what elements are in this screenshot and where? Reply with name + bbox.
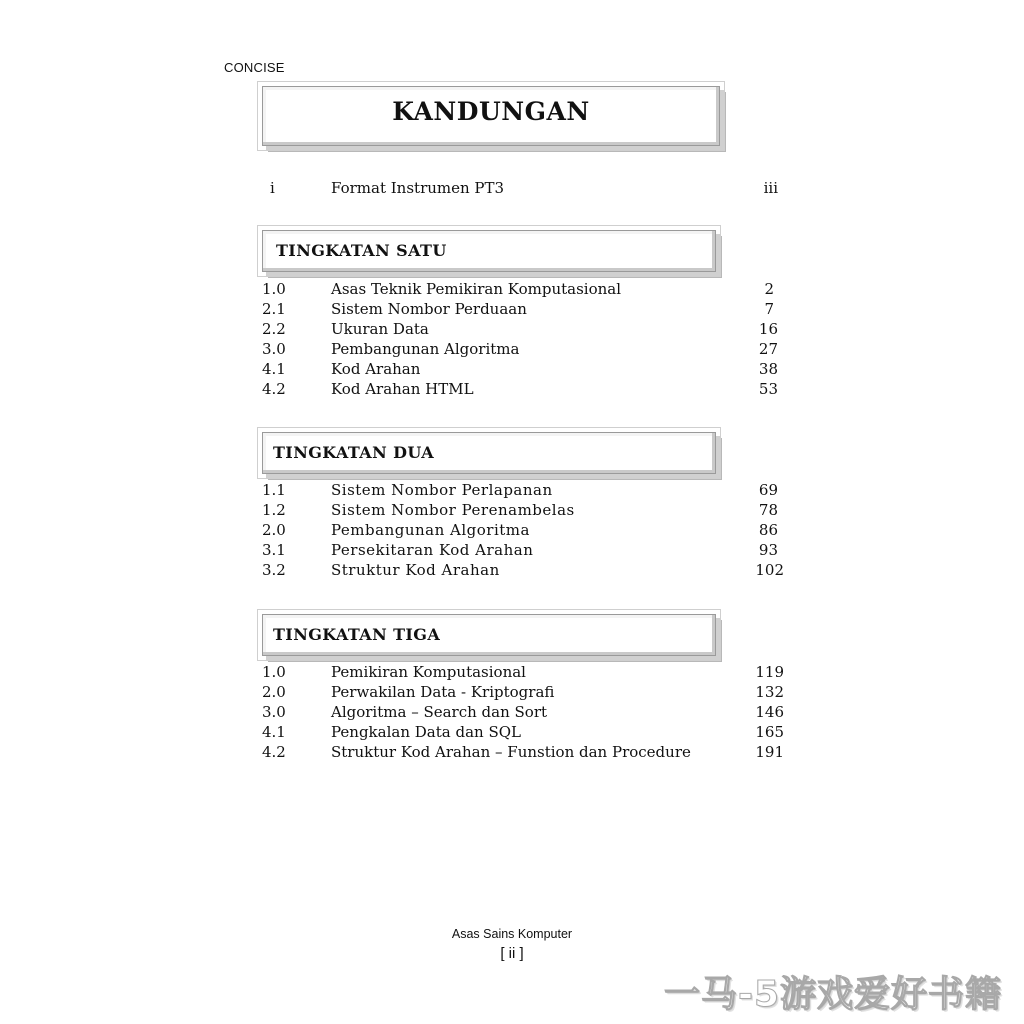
toc-page: 86: [758, 521, 778, 539]
toc-number: 4.1: [262, 723, 286, 741]
toc-number: 4.2: [262, 743, 286, 761]
toc-page: 38: [758, 360, 778, 378]
section-heading-box-1: [262, 230, 716, 272]
toc-number: 1.2: [262, 501, 286, 519]
toc-row[interactable]: [262, 480, 784, 500]
toc-number: 1.0: [262, 280, 286, 298]
toc-page: 191: [755, 743, 784, 761]
toc-page: 7: [764, 300, 774, 318]
toc-row[interactable]: [262, 702, 784, 722]
toc-row[interactable]: [262, 682, 784, 702]
section-heading-box-3: [262, 614, 716, 656]
section-heading: TINGKATAN TIGA: [273, 625, 441, 644]
toc-title: Perwakilan Data - Kriptografi: [331, 683, 555, 701]
toc-number: 4.2: [262, 380, 286, 398]
toc-title: Sistem Nombor Perlapanan: [331, 481, 553, 499]
toc-row[interactable]: [262, 540, 784, 560]
toc-page: 2: [764, 280, 774, 298]
toc-number: 3.0: [262, 340, 286, 358]
toc-number: 1.1: [262, 481, 286, 499]
toc-title: Sistem Nombor Perenambelas: [331, 501, 575, 519]
section-heading-box-2: [262, 432, 716, 474]
toc-row[interactable]: [262, 722, 784, 742]
toc-row[interactable]: [262, 339, 784, 359]
toc-title: Asas Teknik Pemikiran Komputasional: [331, 280, 622, 298]
toc-title: Persekitaran Kod Arahan: [331, 541, 534, 559]
toc-row[interactable]: [262, 560, 784, 580]
toc-number: i: [270, 179, 275, 197]
toc-page: 119: [755, 663, 784, 681]
toc-row[interactable]: [262, 742, 784, 762]
toc-title: Kod Arahan: [331, 360, 421, 378]
toc-title: Kod Arahan HTML: [331, 380, 474, 398]
toc-number: 3.0: [262, 703, 286, 721]
toc-title: Pembangunan Algoritma: [331, 340, 520, 358]
toc-page: 93: [758, 541, 778, 559]
toc-page: 165: [755, 723, 784, 741]
toc-row[interactable]: [262, 279, 784, 299]
toc-page: 16: [758, 320, 778, 338]
toc-row[interactable]: [262, 299, 784, 319]
toc-title: Algoritma – Search dan Sort: [331, 703, 548, 721]
toc-row[interactable]: [262, 319, 784, 339]
toc-page: 69: [758, 481, 778, 499]
toc-number: 2.0: [262, 521, 286, 539]
toc-row[interactable]: [262, 500, 784, 520]
section-heading: TINGKATAN SATU: [276, 241, 447, 260]
toc-number: 1.0: [262, 663, 286, 681]
toc-title: Struktur Kod Arahan: [331, 561, 500, 579]
toc-row[interactable]: [262, 520, 784, 540]
section-heading: TINGKATAN DUA: [273, 443, 435, 462]
footer-page-number: [ ii ]: [500, 945, 524, 962]
toc-number: 2.1: [262, 300, 286, 318]
toc-page: 78: [758, 501, 778, 519]
footer-book-title: Asas Sains Komputer: [451, 927, 573, 941]
toc-page: 53: [758, 380, 778, 398]
toc-row[interactable]: [262, 359, 784, 379]
toc-number: 2.0: [262, 683, 286, 701]
toc-title: Pemikiran Komputasional: [331, 663, 526, 681]
toc-title: Format Instrumen PT3: [331, 179, 505, 197]
toc-number: 4.1: [262, 360, 286, 378]
toc-title: Ukuran Data: [331, 320, 429, 338]
toc-number: 3.2: [262, 561, 286, 579]
toc-number: 2.2: [262, 320, 286, 338]
toc-page: 102: [755, 561, 784, 579]
toc-row[interactable]: [262, 379, 784, 399]
toc-title: Pembangunan Algoritma: [331, 521, 530, 539]
toc-number: 3.1: [262, 541, 286, 559]
header-label: CONCISE: [224, 60, 285, 75]
title-box: [262, 86, 720, 146]
page-title: KANDUNGAN: [392, 97, 590, 126]
toc-title: Pengkalan Data dan SQL: [331, 723, 521, 741]
toc-page: 27: [758, 340, 778, 358]
watermark: 一马-5游戏爱好书籍: [664, 974, 1002, 1015]
toc-row[interactable]: [262, 662, 784, 682]
toc-title: Sistem Nombor Perduaan: [331, 300, 527, 318]
toc-page: 146: [755, 703, 784, 721]
toc-page: iii: [763, 179, 778, 197]
toc-row-intro[interactable]: [262, 178, 784, 198]
toc-page: 132: [755, 683, 784, 701]
toc-title: Struktur Kod Arahan – Funstion dan Procedure: [331, 743, 691, 761]
